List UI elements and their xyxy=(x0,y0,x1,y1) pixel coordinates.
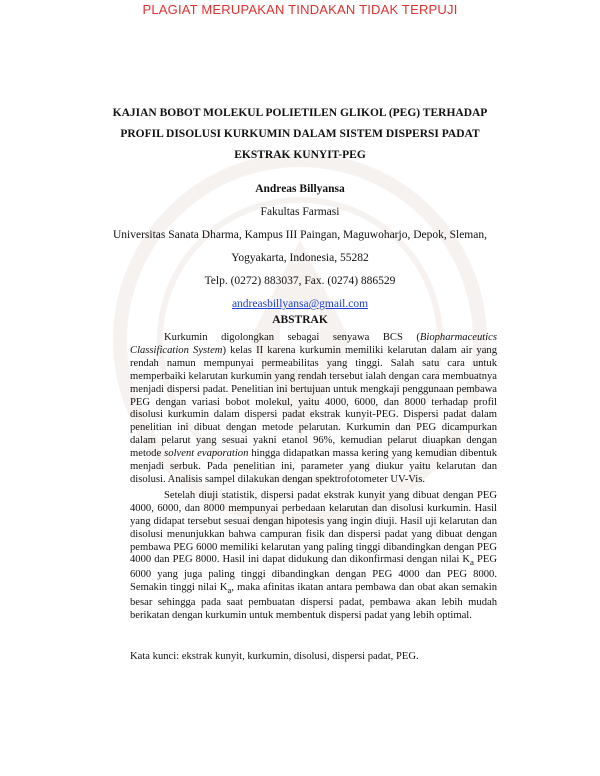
abstract-heading: ABSTRAK xyxy=(272,314,328,326)
author-address-line-1: Universitas Sanata Dharma, Kampus III Paingan, Maguwoharjo, Depok, Sleman, xyxy=(113,229,487,241)
abstract-p2-text-c: , maka afinitas ikatan antara pembawa dan obat akan semakin besar sehingga pada saat pembuatan dispersi padat, pembawa akan lebih mudah berikatan dengan kurkumin untuk membentuk dispersi padat yang lebih optimal. xyxy=(130,582,497,622)
plagiarism-warning-banner: PLAGIAT MERUPAKAN TINDAKAN TIDAK TERPUJI xyxy=(142,2,458,17)
abstract-p1-text-c: hingga didapatkan massa kering yang kemudian dibentuk menjadi serbuk. Pada penelitian ini, parameter yang diukur yaitu kelarutan dan disolusi. Analisis sampel dilakukan dengan spektrofotometer UV-Vis. xyxy=(130,448,497,485)
abstract-p1-italic-a: Biopharmaceutics Classification System xyxy=(130,332,497,356)
abstract-p2-text-a: Setelah diuji statistik, dispersi padat ekstrak kunyit yang dibuat dengan PEG 4000, 6000, dan 8000 mempunyai perbedaan kelarutan dan disolusi kurkumin. Hasil yang didapat tersebut sesuai dengan hipotesis yang ingin diuji. Hasil uji kelarutan dan disolusi menunjukkan bahwa campuran fisik dan dispersi padat yang dibuat dengan pembawa PEG 6000 memiliki kelarutan yang paling tinggi dibandingkan dengan PEG 4000 dan PEG 8000. Hasil ini dapat didukung dan dikonfirmasi dengan nilai K xyxy=(130,489,497,566)
abstract-p2-subscript-1: a xyxy=(470,557,474,568)
author-block xyxy=(100,178,500,316)
paper-title xyxy=(110,103,490,166)
author-email-link[interactable]: andreasbillyansa@gmail.com xyxy=(231,298,369,310)
abstract-p1-text-b: ) kelas II karena kurkumin memiliki kelarutan dalam air yang rendah namun mempunyai permeabilitas yang tinggi. Salah satu cara untuk memperbaiki kelarutan kurkumin yang rendah tersebut ialah dengan cara membuatnya menjadi dispersi padat. Penelitian ini bertujuan untuk mengkaji penggunaan pembawa PEG dengan variasi bobot molekul, yaitu 4000, 6000, dan 8000 terhadap profil disolusi kurkumin dalam dispersi padat ekstrak kunyit-PEG. Dispersi padat dalam penelitian ini dibuat dengan metode pelarutan. Kurkumin dan PEG dicampurkan dalam pelarut yang sesuai yakni etanol 96%, kemudian pelarut diuapkan dengan metode xyxy=(130,344,497,460)
title-line-3: EKSTRAK KUNYIT-PEG xyxy=(234,149,366,161)
author-address-line-2: Yogyakarta, Indonesia, 55282 xyxy=(231,252,369,264)
abstract-p2-text-b: PEG 6000 yang juga paling tinggi dibandingkan dengan PEG 4000 dan PEG 8000. Semakin tinggi nilai K xyxy=(130,554,497,594)
title-line-1: KAJIAN BOBOT MOLEKUL POLIETILEN GLIKOL (PEG) TERHADAP xyxy=(112,107,488,119)
abstract-paragraph-1 xyxy=(130,332,497,487)
abstract-p1-italic-b: solvent evaporation xyxy=(164,448,249,460)
author-faculty: Fakultas Farmasi xyxy=(260,206,340,218)
keywords: Kata kunci: ekstrak kunyit, kurkumin, disolusi, dispersi padat, PEG. xyxy=(130,651,419,662)
abstract-body xyxy=(130,332,497,626)
abstract-p1-text-a: Kurkumin digolongkan sebagai senyawa BCS ( xyxy=(164,332,420,343)
title-line-2: PROFIL DISOLUSI KURKUMIN DALAM SISTEM DISPERSI PADAT xyxy=(120,128,480,140)
abstract-paragraph-2 xyxy=(130,490,497,623)
author-phone: Telp. (0272) 883037, Fax. (0274) 886529 xyxy=(204,275,396,287)
author-name: Andreas Billyansa xyxy=(255,183,345,195)
abstract-p2-subscript-2: a xyxy=(227,585,232,596)
